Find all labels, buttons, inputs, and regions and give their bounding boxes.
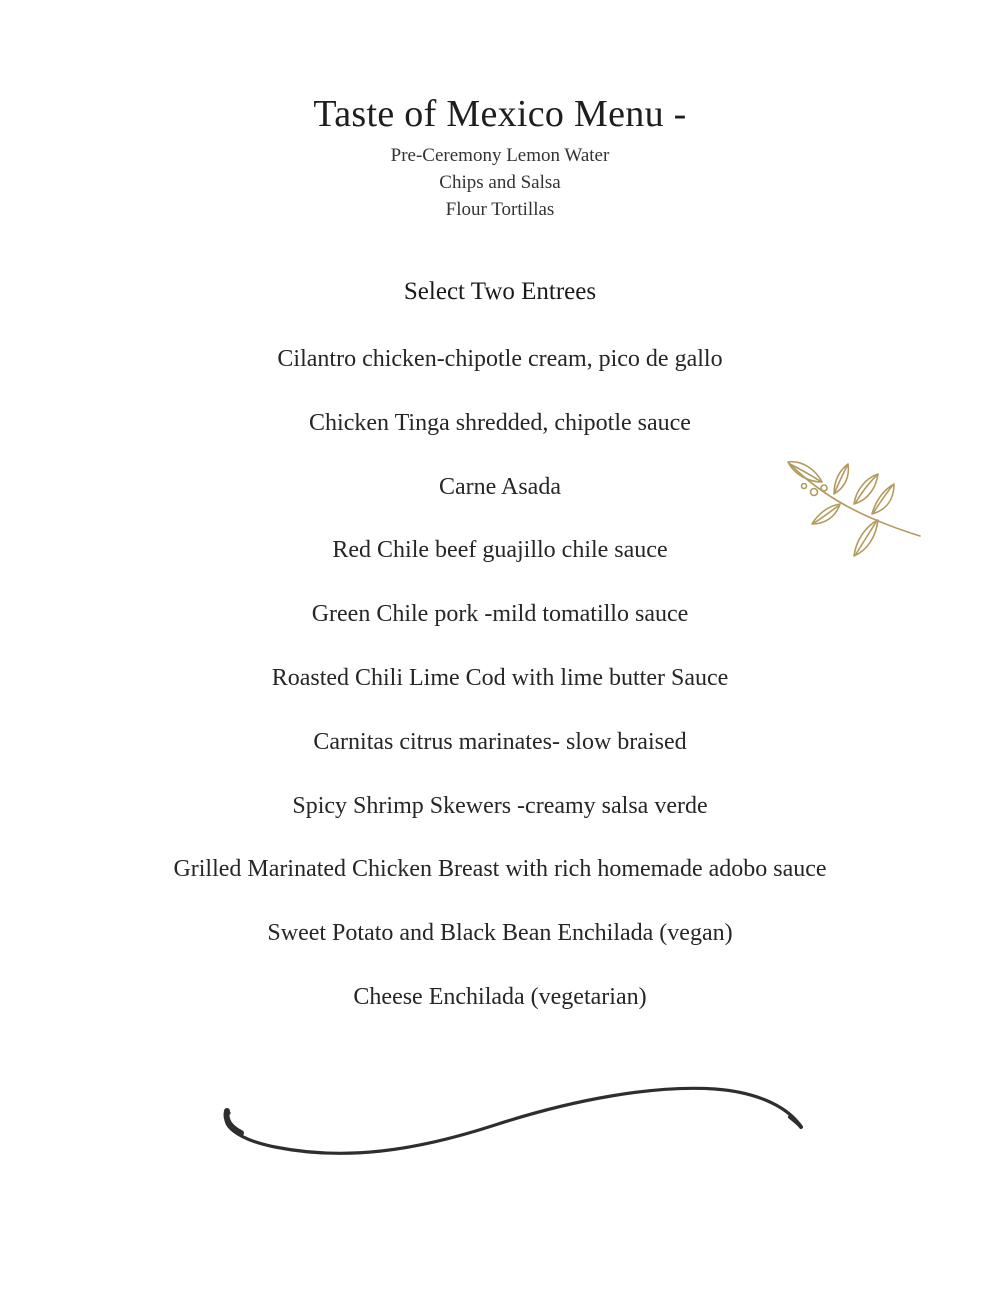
entree-item: Red Chile beef guajillo chile sauce — [332, 537, 668, 564]
entree-item: Spicy Shrimp Skewers -creamy salsa verde — [292, 792, 708, 819]
entree-item: Chicken Tinga shredded, chipotle sauce — [309, 409, 691, 436]
entree-item: Carne Asada — [439, 473, 561, 500]
intro-items-list — [0, 142, 1000, 223]
entree-item: Roasted Chili Lime Cod with lime butter Sauce — [271, 664, 729, 691]
page-title: Taste of Mexico Menu - — [313, 93, 687, 135]
entree-item: Green Chile pork -mild tomatillo sauce — [311, 601, 689, 628]
entree-item: Cheese Enchilada (vegetarian) — [353, 983, 647, 1010]
entree-item: Carnitas citrus marinates- slow braised — [313, 728, 687, 755]
entree-item: Sweet Potato and Black Bean Enchilada (vegan) — [267, 920, 733, 947]
entree-item: Cilantro chicken-chipotle cream, pico de gallo — [277, 346, 723, 372]
entree-list — [0, 340, 1000, 1042]
intro-item: Pre-Ceremony Lemon Water — [390, 145, 610, 166]
flourish-swash-icon — [215, 1075, 815, 1175]
section-heading: Select Two Entrees — [403, 278, 597, 305]
entree-item: Grilled Marinated Chicken Breast with rich homemade adobo sauce — [173, 856, 827, 883]
intro-item: Chips and Salsa — [439, 172, 561, 193]
gold-leaf-sprig-icon — [782, 456, 924, 564]
intro-item: Flour Tortillas — [445, 199, 555, 220]
